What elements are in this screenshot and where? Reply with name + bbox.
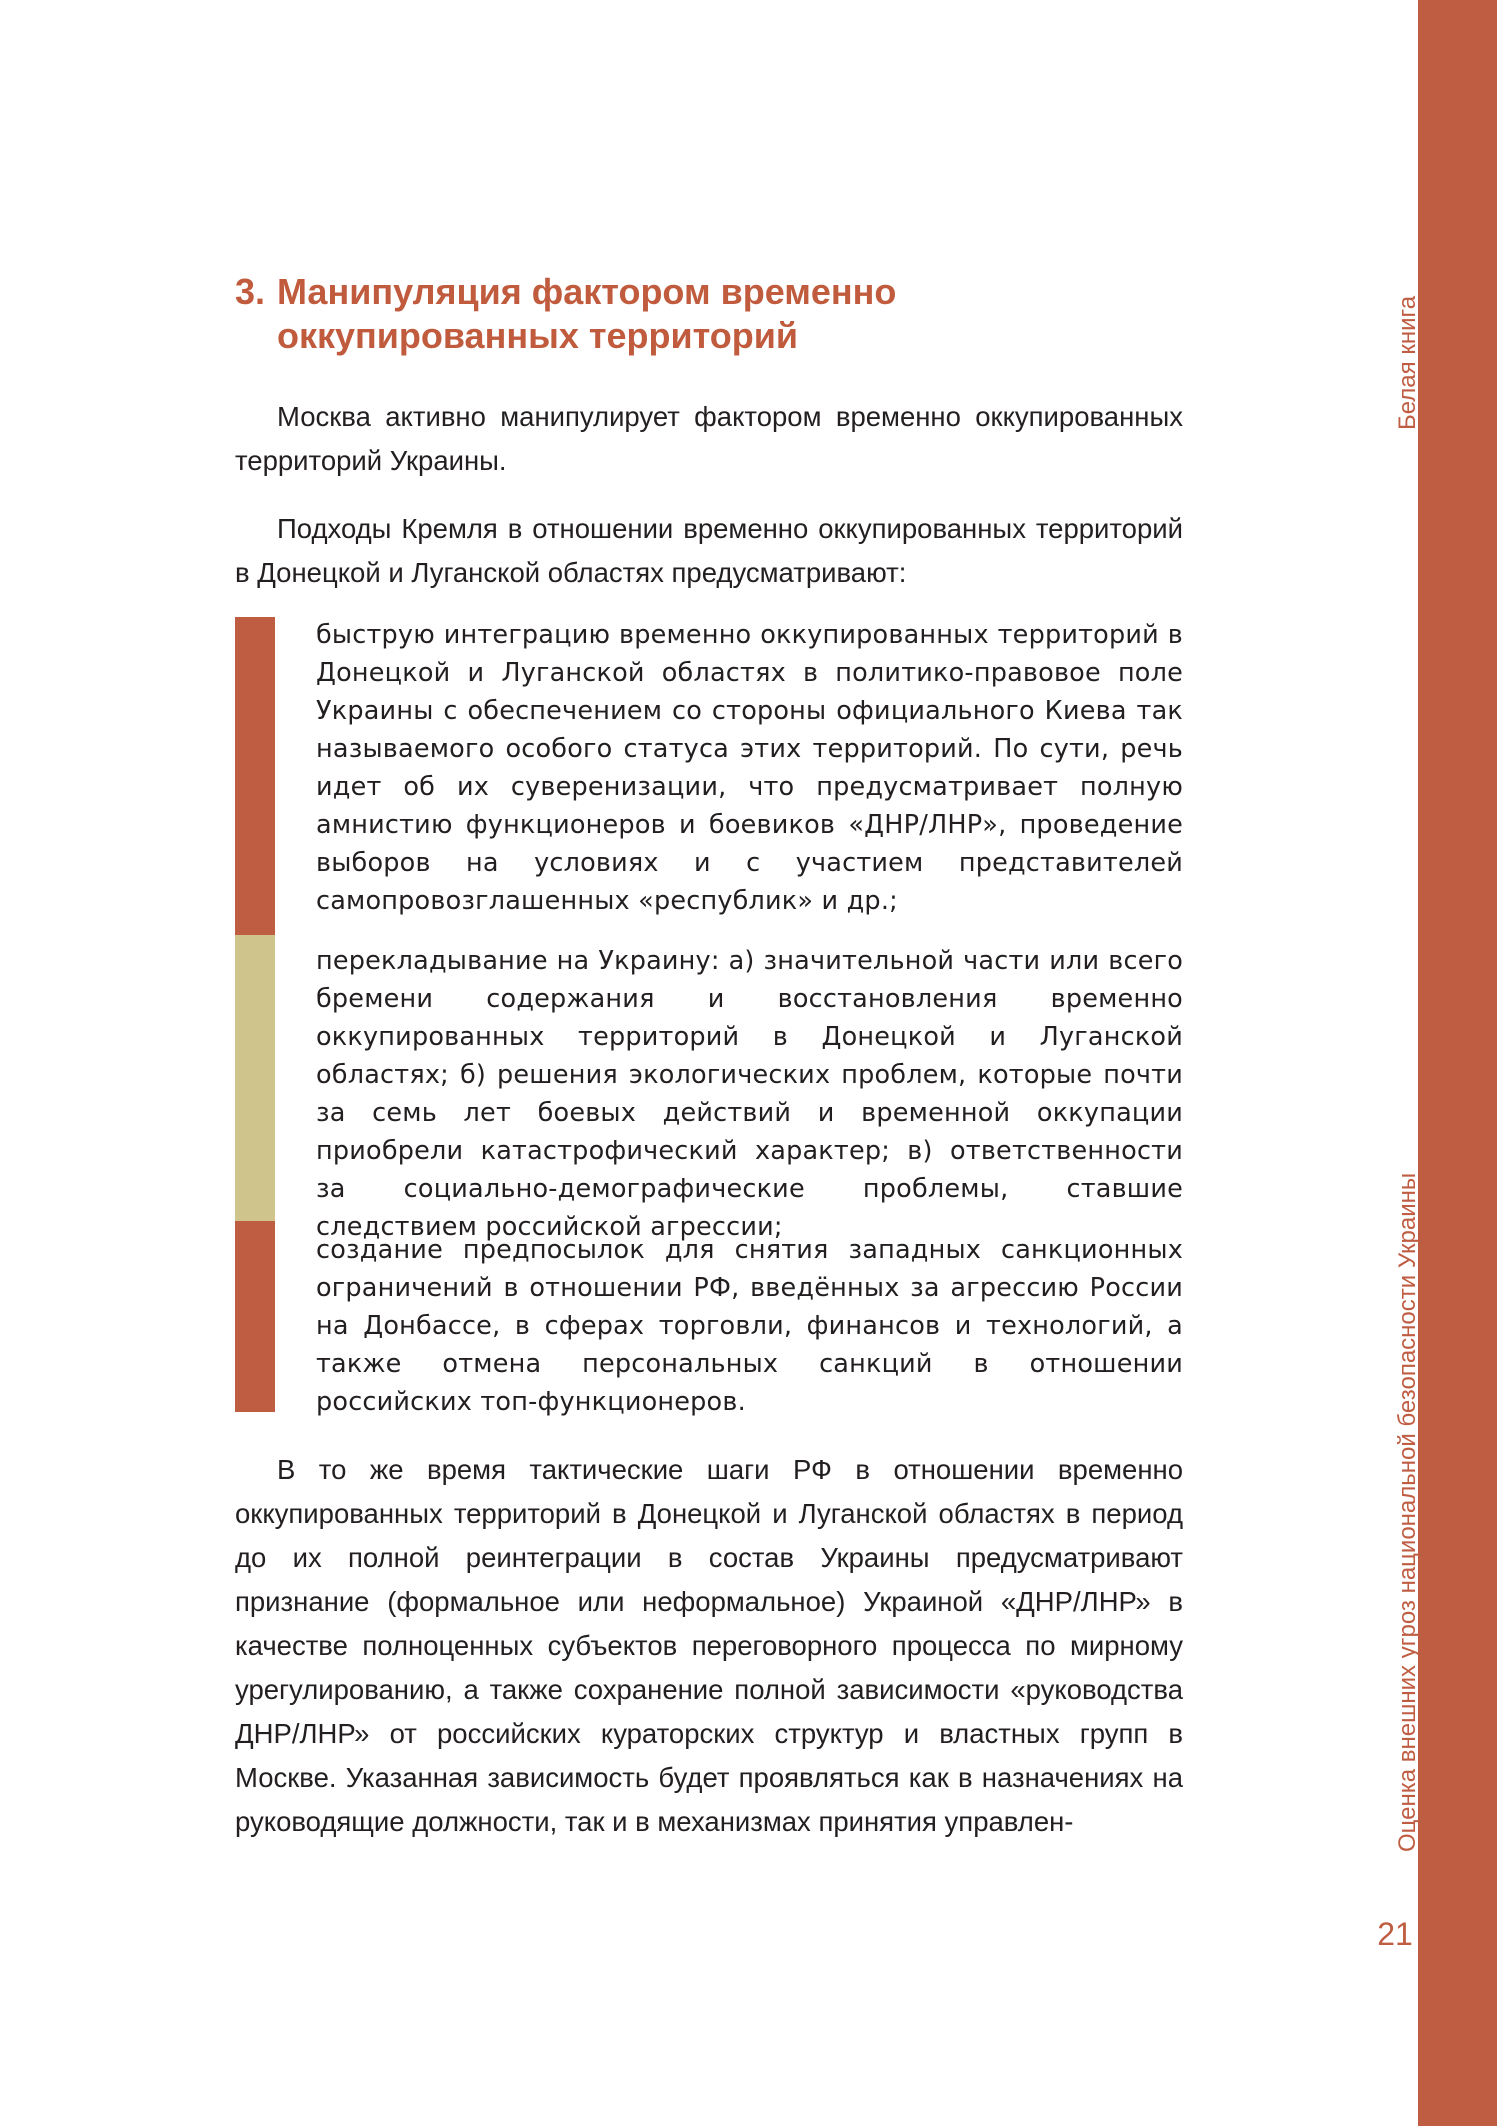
- list-item: быструю интеграцию временно оккупированных территорий в Донецкой и Луганской областях в политико-правовое поле Украины с обеспечением со стороны официального Киева так называемого особого статуса этих территорий. По сути, речь идет об их суверенизации, что предусматривает полную амнистию функционеров и боевиков «ДНР/ЛНР», проведение выборов на условиях и с участием представителей самопровозглашенных «республик» и др.;: [316, 620, 1183, 916]
- section-title-line-2: оккупированных территорий: [277, 315, 798, 356]
- list-item: перекладывание на Украину: а) значительной части или всего бремени содержания и восстановления временно оккупированных территорий в Донецкой и Луганской областях; б) решения экологических проблем, которые почти за семь лет боевых действий и временной оккупации приобрели катастрофический характер; в) ответственности за социально-демографические проблемы, ставшие следствием российской агрессии;: [316, 946, 1183, 1242]
- list-item: создание предпосылок для снятия западных санкционных ограничений в отношении РФ, введённых за агрессию России на Донбассе, в сферах торговли, финансов и технологий, а также отмена персональных санкций в отношении российских топ-функционеров.: [316, 1235, 1183, 1417]
- paragraph-intro: Москва активно манипулирует фактором временно оккупированных территорий Украины.: [235, 401, 1183, 476]
- side-color-band: [1418, 0, 1497, 2126]
- paragraph-approaches: Подходы Кремля в отношении временно оккупированных территорий в Донецкой и Луганской областях предусматривают:: [235, 513, 1183, 588]
- section-title-line-1: Манипуляция фактором временно: [277, 271, 897, 312]
- page-number: 21: [1377, 1916, 1413, 1952]
- list-marker-bar: [235, 1221, 275, 1412]
- running-book-title: Белая книга: [1394, 295, 1421, 430]
- paragraph-tactical-steps: В то же время тактические шаги РФ в отношении временно оккупированных территорий в Донецкой и Луганской областях в период до их полной реинтеграции в состав Украины предусматривают признание (формальное или неформальное) Украиной «ДНР/ЛНР» в качестве полноценных субъектов переговорного процесса по мирному урегулированию, а также сохранение полной зависимости «руководства ДНР/ЛНР» от российских кураторских структур и властных групп в Москве. Указанная зависимость будет проявляться как в назначениях на руководящие должности, так и в механизмах принятия управлен-: [235, 1454, 1183, 1837]
- running-series-title: Оценка внешних угроз национальной безопасности Украины: [1394, 1172, 1421, 1852]
- list-marker-bar: [235, 935, 275, 1221]
- list-marker-bar: [235, 617, 275, 935]
- section-heading: [235, 270, 1235, 358]
- section-number: 3.: [235, 271, 266, 312]
